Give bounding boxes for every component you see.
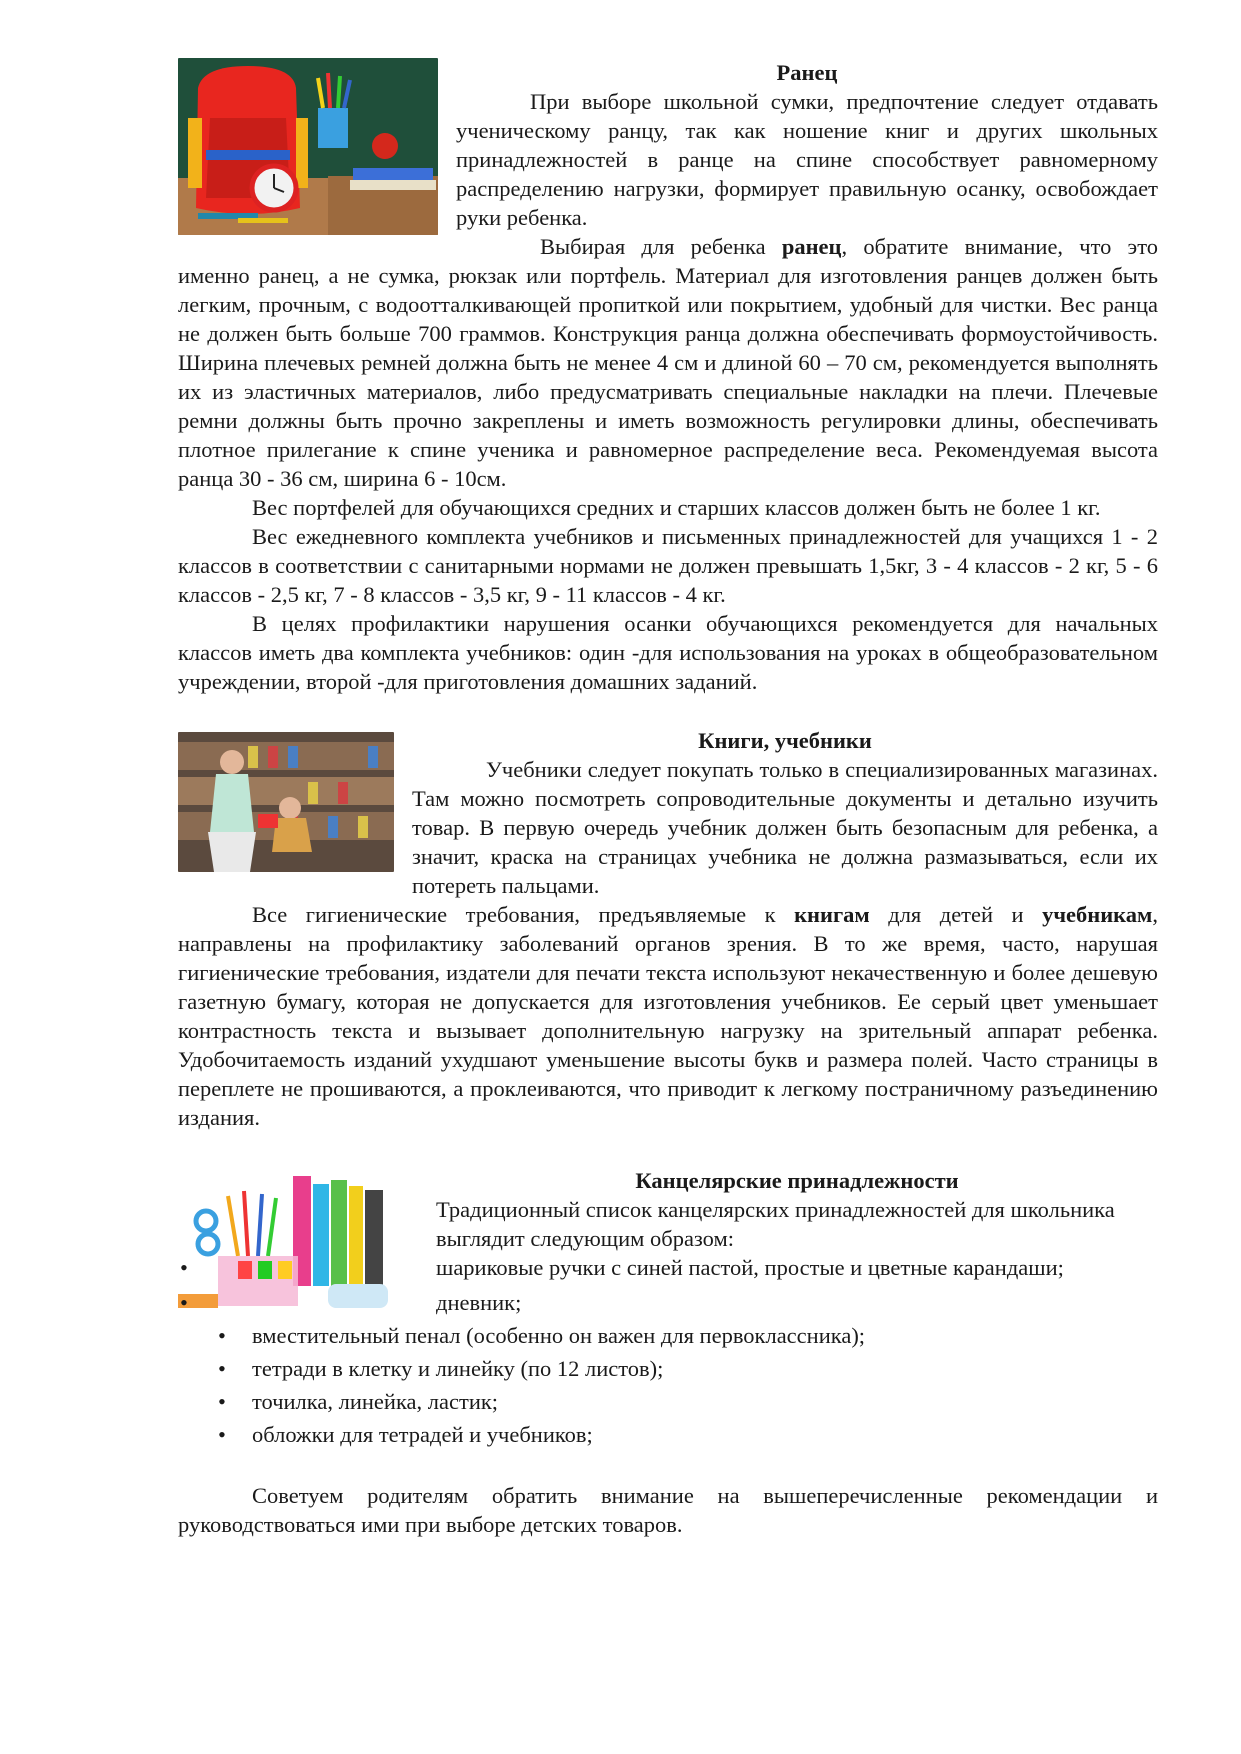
backpack-paragraph-2: [178, 232, 1158, 493]
section-title-stationery: Канцелярские принадлежности: [635, 1168, 959, 1193]
list-item: • шариковые ручки с синей пастой, простые и цветные карандаши;: [178, 1253, 1158, 1282]
backpack-paragraph-4: Вес ежедневного комплекта учебников и письменных принадлежностей для учащихся 1 - 2 классов в соответствии с санитарными нормами не должен превышать 1,5кг, 3 - 4 классов - 2 кг, 5 - 6 классов - 2,5 кг, 7 - 8 классов - 3,5 кг, 9 - 11 классов - 4 кг.: [178, 524, 1158, 607]
books-paragraph-2: [178, 900, 1158, 1132]
list-item: • тетради в клетку и линейку (по 12 листов);: [178, 1354, 1158, 1383]
list-item: • дневник;: [178, 1288, 1158, 1317]
text-run: для детей и: [869, 902, 1043, 927]
section-stationery: [178, 1166, 1158, 1539]
text-run: , направлены на профилактику заболеваний органов зрения. В то же время, часто, нарушая гигиенические требования, издатели для печати текста используют некачественную и более дешевую газетную бумагу, которая не допускается для изготовления учебников. Ее серый цвет уменьшает контрастность текста и вызывает дополнительную нагрузку на зрительный аппарат ребенка. Удобочитаемость изданий ухудшают уменьшение высоты букв и размера полей. Часто страницы в переплете не прошиваются, а проклеиваются, что приводит к легкому постраничному разъединению издания.: [178, 902, 1158, 1130]
stationery-intro-text: Традиционный список канцелярских принадлежностей для школьника выглядит следующим образом:: [436, 1197, 1115, 1251]
bold-run: ранец: [781, 234, 842, 259]
backpack-paragraph-5: В целях профилактики нарушения осанки обучающихся рекомендуется для начальных классов иметь два комплекта учебников: один -для использования на уроках в общеобразовательном учреждении, второй -для приготовления домашних заданий.: [178, 611, 1158, 694]
stationery-list-outer: [178, 1321, 1158, 1449]
section-title-books: Книги, учебники: [698, 728, 872, 753]
bookstore-photo: [178, 732, 394, 872]
list-item: • вместительный пенал (особенно он важен для первоклассника);: [178, 1321, 1158, 1350]
section-books: [178, 726, 1158, 1132]
backpack-photo: [178, 58, 438, 235]
list-item: • точилка, линейка, ластик;: [178, 1387, 1158, 1416]
text-run: , обратите внимание, что это именно ранец, а не сумка, рюкзак или портфель. Материал для изготовления ранцев должен быть легким, прочным, с водоотталкивающей пропиткой или покрытием, удобный для чистки. Вес ранца не должен быть больше 700 граммов. Конструкция ранца должна обеспечивать формоустойчивость. Ширина плечевых ремней должна быть не менее 4 см и длиной 60 – 70 см, рекомендуется выполнять их из эластичных материалов, либо предусматривать специальные накладки на плечи. Плечевые ремни должны быть прочно закреплены и иметь возможность регулировки длины, обеспечивать плотное прилегание к спине ученика и равномерное распределение веса. Рекомендуемая высота ранца 30 - 36 см, ширина 6 - 10см.: [178, 234, 1159, 491]
backpack-intro-text: При выборе школьной сумки, предпочтение следует отдавать ученическому ранцу, так как ношение книг и других школьных принадлежностей в ранце на спине способствует равномерному распределению нагрузки, формирует правильную осанку, освобождает руки ребенка.: [456, 89, 1158, 230]
section-title-backpack: Ранец: [776, 60, 838, 85]
text-run: Все гигиенические требования, предъявляемые к: [252, 902, 795, 927]
document-page: [178, 58, 1158, 1539]
backpack-paragraph-3: Вес портфелей для обучающихся средних и старших классов должен быть не более 1 кг.: [252, 495, 1101, 520]
bold-run: книгам: [794, 902, 870, 927]
closing-paragraph: Советуем родителям обратить внимание на вышеперечисленные рекомендации и руководствоваться ими при выборе детских товаров.: [178, 1483, 1158, 1537]
books-intro-text: Учебники следует покупать только в специализированных магазинах. Там можно посмотреть сопроводительные документы и детально изучить товар. В первую очередь учебник должен быть безопасным для ребенка, а значит, краска на страницах учебника не должна размазываться, если их потереть пальцами.: [412, 757, 1158, 898]
text-run: Выбирая для ребенка: [540, 234, 782, 259]
bold-run: учебникам: [1042, 902, 1153, 927]
list-item: • обложки для тетрадей и учебников;: [178, 1420, 1158, 1449]
